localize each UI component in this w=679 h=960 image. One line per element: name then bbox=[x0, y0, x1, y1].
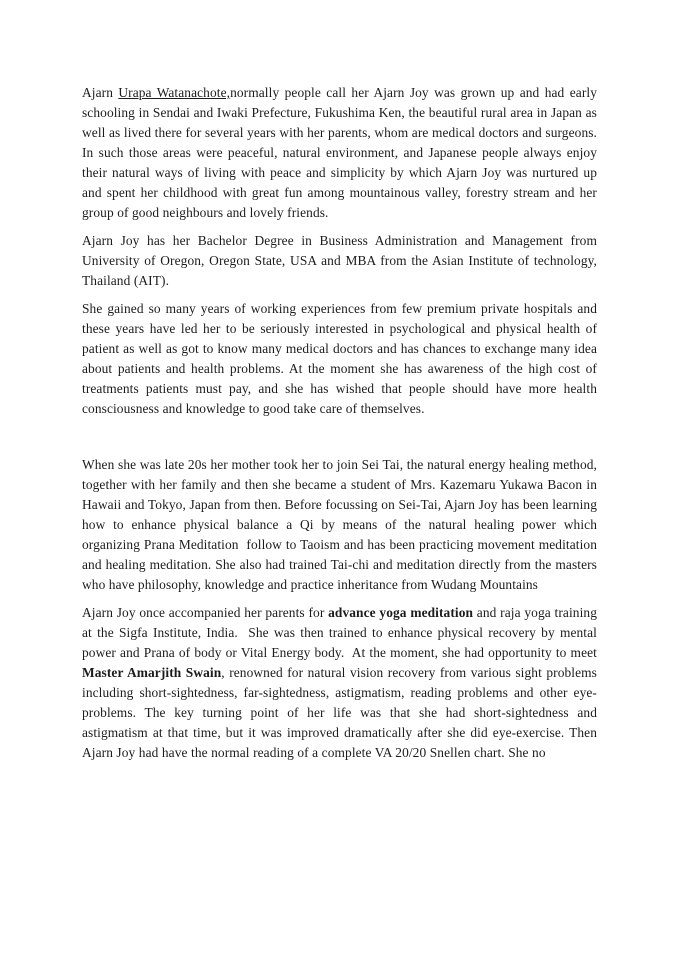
paragraph-seitai-healing bbox=[82, 455, 601, 595]
text-run: Ajarn bbox=[82, 85, 119, 100]
text-run: She gained so many years of working experiences from few premium private hospitals and these years have led her to be seriously interested in psychological and physical health of patient as well as got to know many medical doctors and has chances to exchange many idea about patients and health problems. At the moment she has awareness of the high cost of treatments patients must pay, and she has wished that people should have more health consciousness and knowledge to good take care of themselves. bbox=[82, 301, 601, 416]
underlined-name-text: Urapa Watanachote, bbox=[118, 85, 231, 100]
paragraph-education bbox=[82, 231, 601, 291]
text-run: When she was late 20s her mother took her to join Sei Tai, the natural energy healing method, together with her family and then she became a student of Mrs. Kazemaru Yukawa Bacon in Hawaii and Tokyo, Japan from then. Before focussing on Sei-Tai, Ajarn Joy has been learning how to enhance physical balance a Qi by means of the natural healing power which organizing Prana Meditation follow to Taoism and has been practicing movement meditation and healing meditation. She also had trained Tai-chi and meditation directly from the masters who have philosophy, knowledge and practice inheritance from Wudang Mountains bbox=[82, 457, 601, 592]
text-run: , renowned for natural vision recovery from various sight problems including short-sightedness, far-sightedness, astigmatism, reading problems and other eye-problems. The key turning point of her life was that she had short-sightedness and astigmatism at that time, but it was improved dramatically after she did eye-exercise. Then Ajarn Joy had have the normal reading of a complete VA 20/20 Snellen chart. She no bbox=[82, 665, 601, 760]
text-run: and raja yoga training at the Sigfa Institute, India. She was then trained to enhance physical recovery by mental power and Prana of body or Vital Energy body. At the moment, she had opportunity to meet bbox=[82, 605, 601, 660]
paragraph-yoga-vision bbox=[82, 603, 601, 763]
paragraph-career bbox=[82, 299, 601, 419]
text-run: normally people call her Ajarn Joy was grown up and had early schooling in Sendai and Iwaki Prefecture, Fukushima Ken, the beautiful rural area in Japan as well as lived there for several years with her parents, whom are medical doctors and surgeons. In such those areas were peaceful, natural environment, and Japanese people always enjoy their natural ways of living with peace and simplicity by which Ajarn Joy was nurtured up and spent her childhood with great fun among mountainous valley, forestry stream and her group of good neighbours and lovely friends. bbox=[82, 85, 601, 220]
text-run: Ajarn Joy once accompanied her parents for bbox=[82, 605, 329, 620]
bold-text: Master Amarjith Swain bbox=[82, 665, 222, 680]
blank-paragraph bbox=[82, 427, 597, 447]
bold-text: advance yoga meditation bbox=[328, 605, 474, 620]
text-run: Ajarn Joy has her Bachelor Degree in Business Administration and Management from University of Oregon, Oregon State, USA and MBA from the Asian Institute of technology, Thailand (AIT). bbox=[82, 233, 601, 288]
paragraph-intro bbox=[82, 83, 601, 223]
